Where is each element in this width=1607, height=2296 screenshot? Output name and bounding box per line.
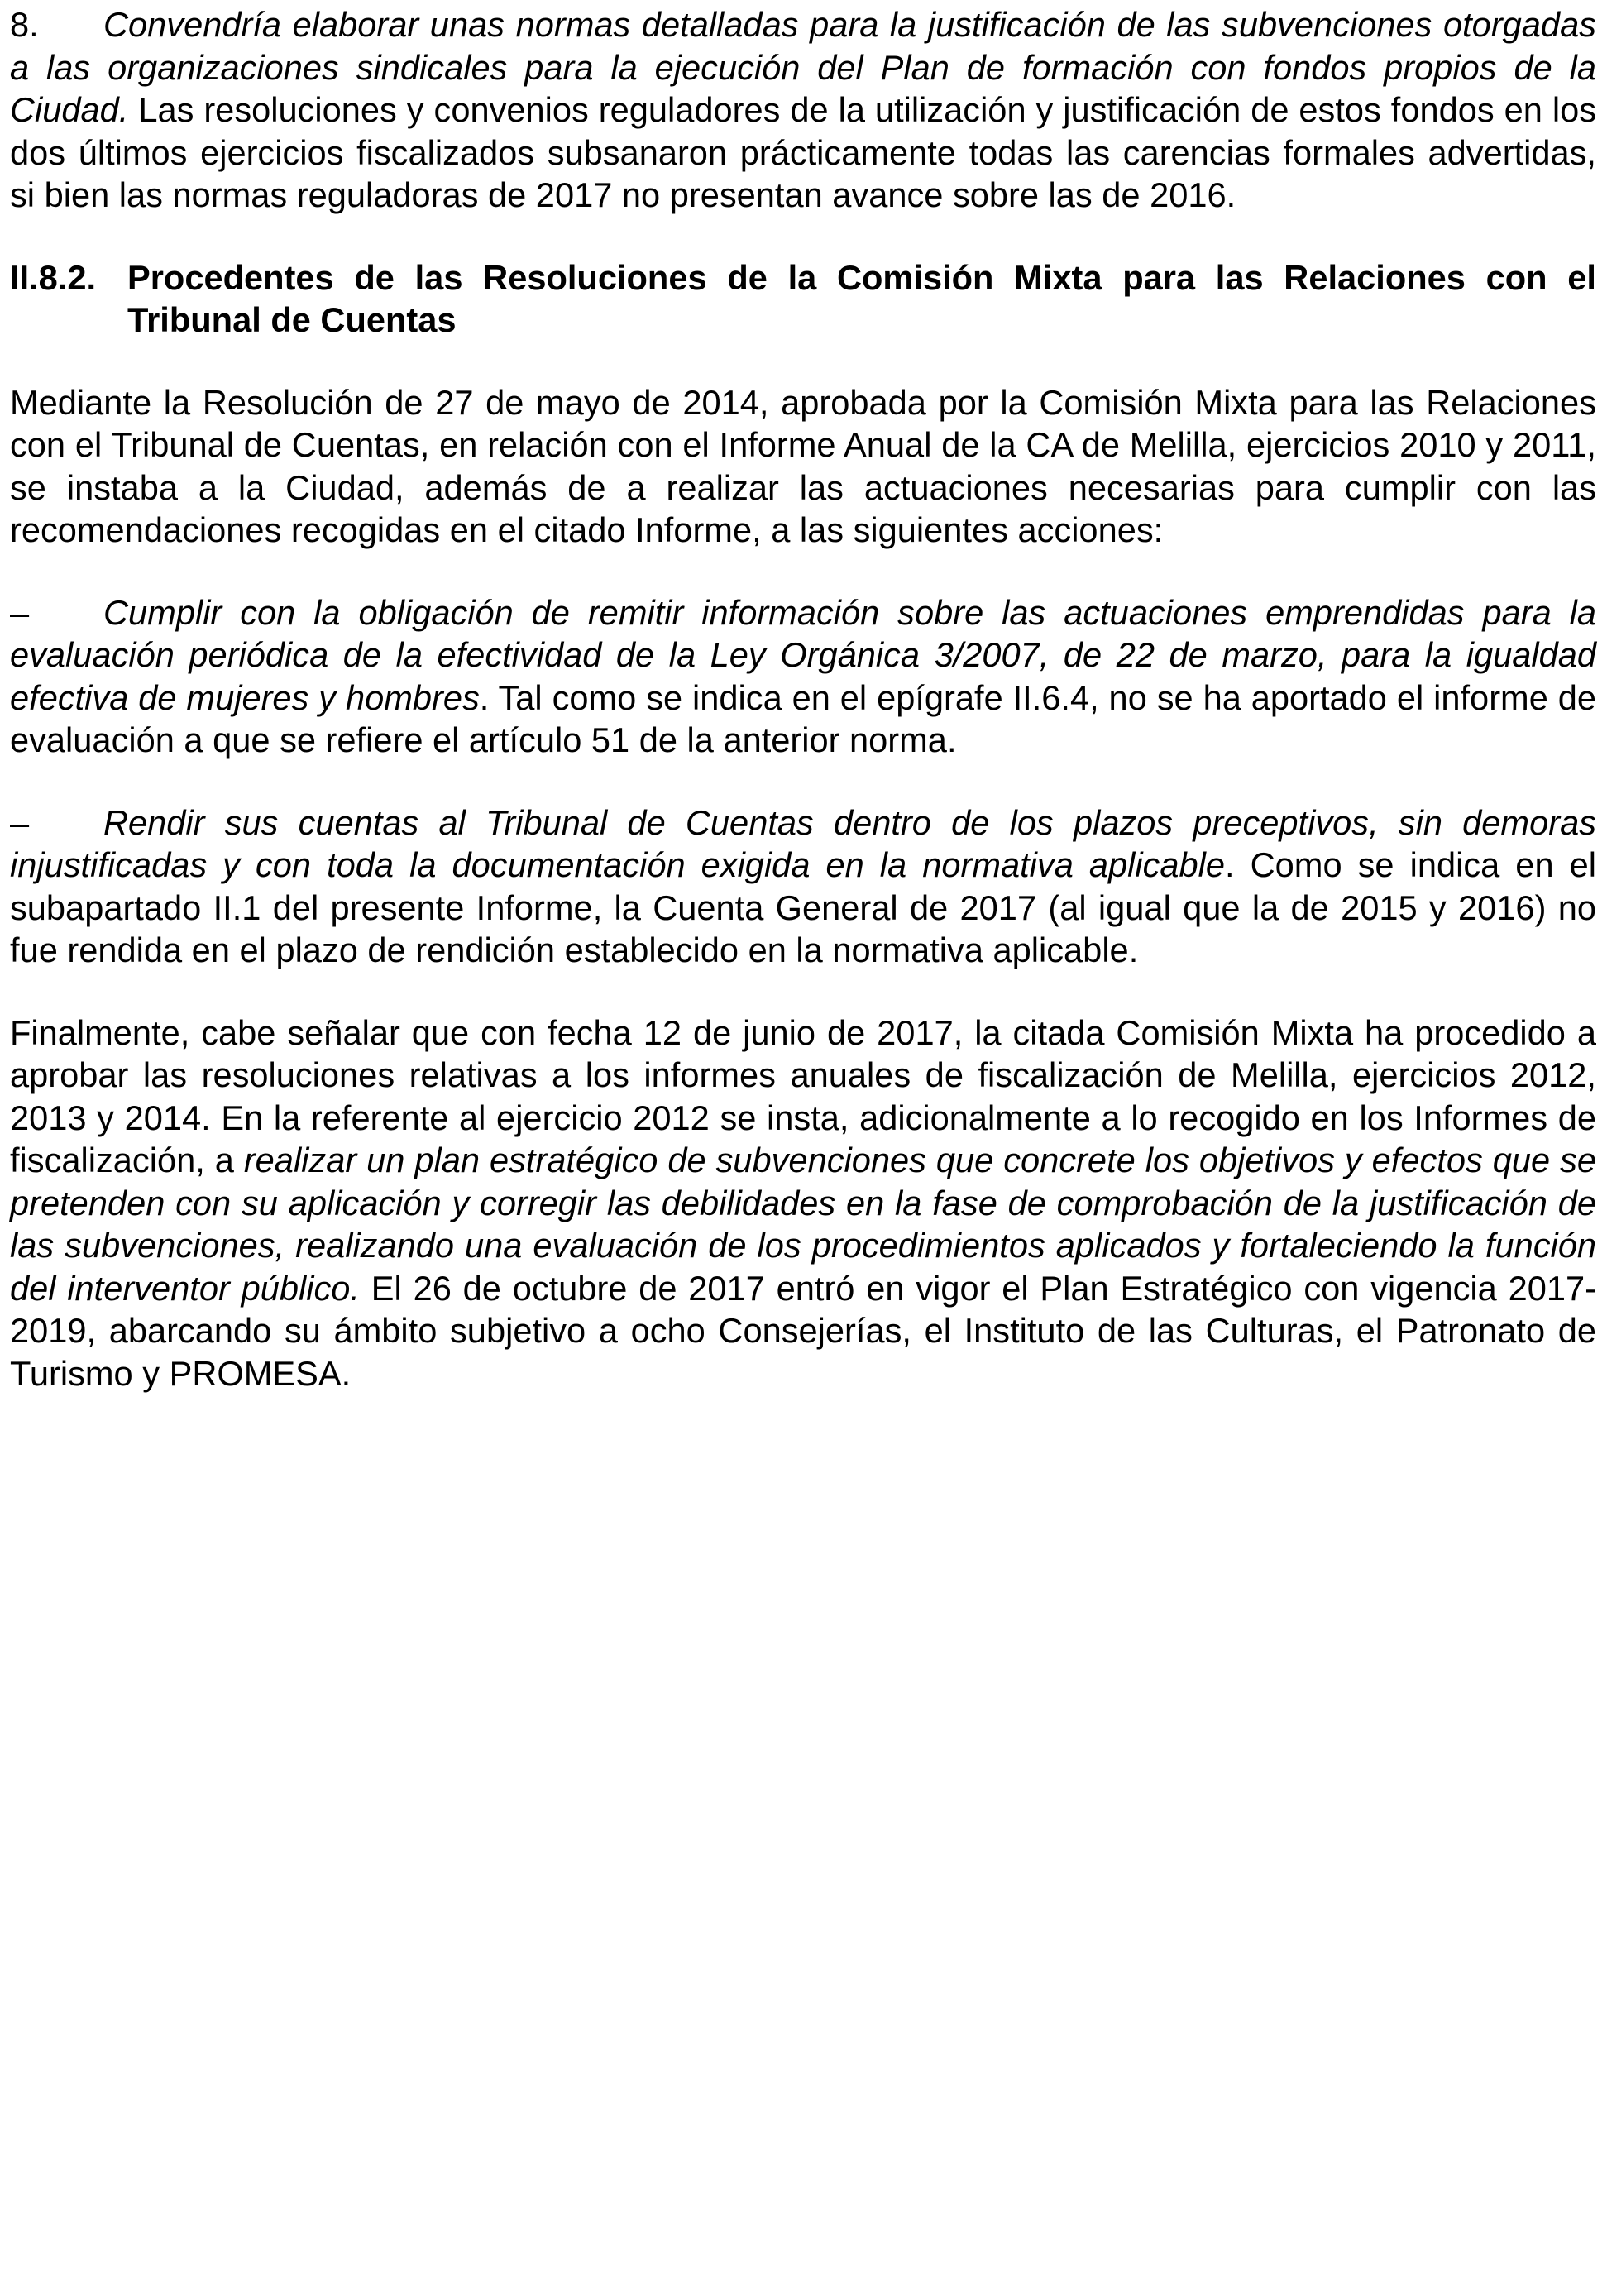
recommendation-italic: Convendría elaborar unas normas detalladas para la justificación de las subvenciones otorgadas a las organizaciones sindicales para la ejecución del Plan de formación con fondos propios de la Ciudad. <box>10 5 1596 129</box>
bullet-text: . Tal como se indica en el epígrafe II.6.4, no se ha aportado el informe de evaluación a que se refiere el artículo 51 de la anterior norma. <box>10 677 1596 759</box>
bullet-item <box>10 801 1596 972</box>
dash-bullet: – <box>10 592 30 632</box>
bullet-item <box>10 591 1596 762</box>
paragraph-8 <box>10 3 1596 217</box>
final-text-start: Finalmente, cabe señalar que con fecha 12 de junio de 2017, la citada Comisión Mixta ha procedido a aprobar las resoluciones relativas a los informes anuales de fiscalización de Melilla, ejercicios 2012, 2013 y 2014. En la referente al ejercicio 2012 se insta, adicionalmente a lo recogido en los Informes de fiscalización, a <box>10 1012 1596 1179</box>
section-title: Procedentes de las Resoluciones de la Comisión Mixta para las Relaciones con el Tribunal de Cuentas <box>127 257 1596 339</box>
section-number: II.8.2. <box>10 257 97 297</box>
paragraph-text: Las resoluciones y convenios reguladores de la utilización y justificación de estos fondos en los dos últimos ejercicios fiscalizados subsanaron prácticamente todas las carencias formales advertidas, si bien las normas reguladoras de 2017 no presentan avance sobre las de 2016. <box>10 90 1596 214</box>
section-heading <box>10 256 1596 342</box>
bullet-italic: Rendir sus cuentas al Tribunal de Cuentas dentro de los plazos preceptivos, sin demoras injustificadas y con toda la documentación exigida en la normativa aplicable <box>10 802 1596 884</box>
final-italic: realizar un plan estratégico de subvenciones que concrete los objetivos y efectos que se pretenden con su aplicación y corregir las debilidades en la fase de comprobación de la justificación de las subvenciones, realizando una evaluación de los procedimientos aplicados y fortaleciendo la función del interventor público. <box>10 1141 1596 1308</box>
dash-bullet: – <box>10 802 30 842</box>
intro-paragraph: Mediante la Resolución de 27 de mayo de 2014, aprobada por la Comisión Mixta para las Relaciones con el Tribunal de Cuentas, en relación con el Informe Anual de la CA de Melilla, ejercicios 2010 y 2011, se instaba a la Ciudad, además de a realizar las actuaciones necesarias para cumplir con las recomendaciones recogidas en el citado Informe, a las siguientes acciones: <box>10 382 1596 549</box>
bullet-text: . Como se indica en el subapartado II.1 del presente Informe, la Cuenta General de 2017 (al igual que la de 2015 y 2016) no fue rendida en el plazo de rendición establecido en la normativa aplicable. <box>10 845 1596 969</box>
paragraph-number: 8. <box>10 5 39 44</box>
bullet-italic: Cumplir con la obligación de remitir información sobre las actuaciones emprendidas para la evaluación periódica de la efectividad de la Ley Orgánica 3/2007, de 22 de marzo, para la igualdad efectiva de mujeres y hombres <box>10 592 1596 717</box>
final-paragraph <box>10 1012 1596 1395</box>
document-page <box>10 3 1596 1434</box>
final-text-end: El 26 de octubre de 2017 entró en vigor el Plan Estratégico con vigencia 2017-2019, abarcando su ámbito subjetivo a ocho Consejerías, el Instituto de las Culturas, el Patronato de Turismo y PROMESA. <box>10 1268 1596 1393</box>
